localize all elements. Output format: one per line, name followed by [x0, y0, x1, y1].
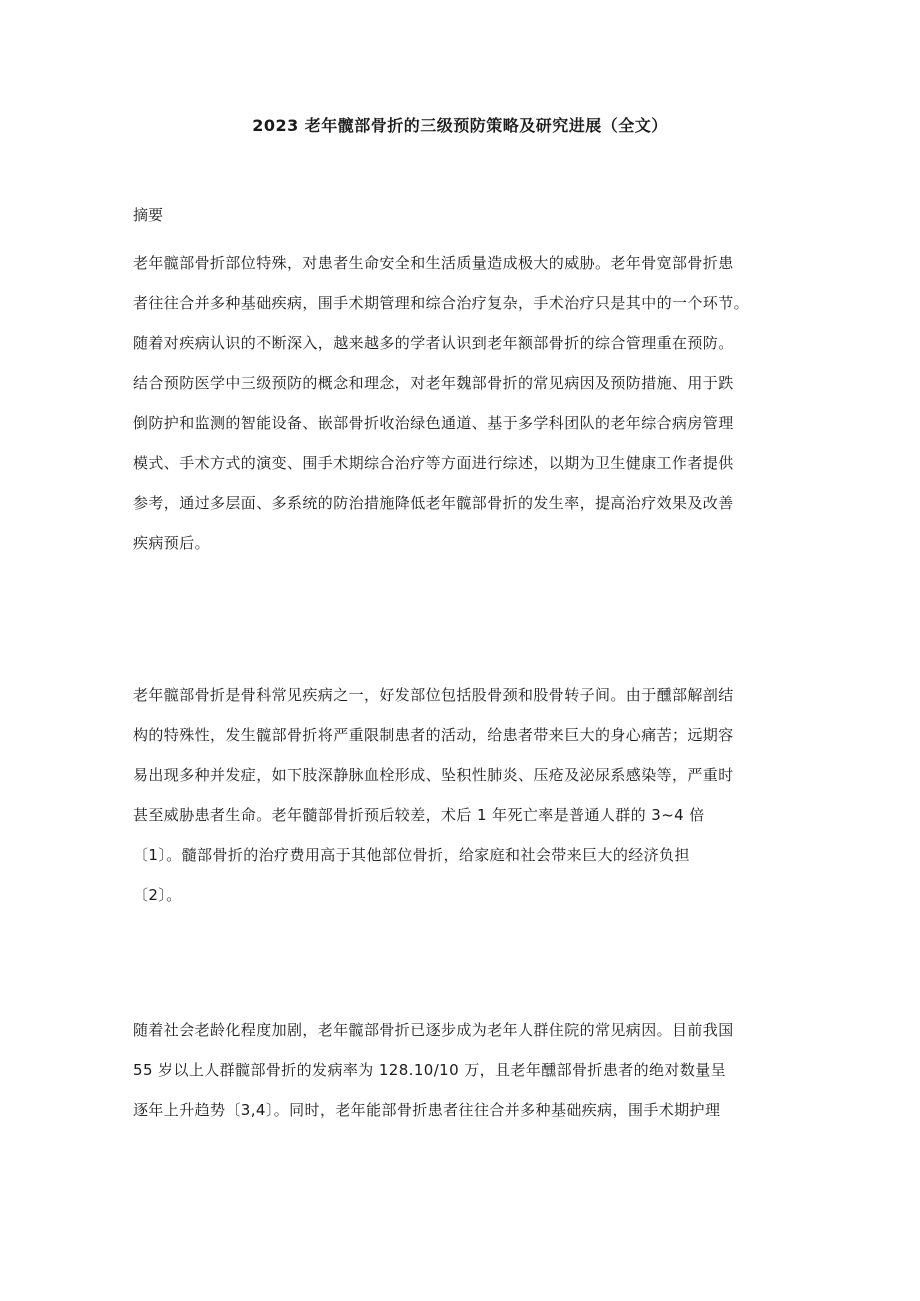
text-line: 甚至威胁患者生命。老年髓部骨折预后较差，术后 1 年死亡率是普通人群的 3~4 倍 [133, 806, 705, 824]
text-line: 〔2〕。 [133, 886, 182, 904]
text-line: 易出现多种并发症，如下肢深静脉血栓形成、坠积性肺炎、压疮及泌尿系感染等，严重时 [133, 766, 734, 784]
text-line: 模式、手术方式的演变、围手术期综合治疗等方面进行综述，以期为卫生健康工作者提供 [133, 454, 734, 472]
text-line: 随着对疾病认识的不断深入，越来越多的学者认识到老年额部骨折的综合管理重在预防。 [133, 334, 734, 352]
text-line: 构的特殊性，发生髋部骨折将严重限制患者的活动，给患者带来巨大的身心痛苦；远期容 [133, 726, 734, 744]
text-line: 疾病预后。 [133, 534, 211, 552]
document-title: 2023 老年髋部骨折的三级预防策略及研究进展（全文） [252, 116, 668, 135]
abstract-paragraph [133, 243, 793, 563]
abstract-heading: 摘要 [133, 206, 164, 224]
text-line: 逐年上升趋势〔3,4〕。同时，老年能部骨折患者往往合并多种基础疾病，围手术期护理 [133, 1101, 721, 1119]
text-line: 老年髋部骨折部位特殊，对患者生命安全和生活质量造成极大的威胁。老年骨宽部骨折患 [133, 254, 734, 272]
text-line: 〔1〕。髓部骨折的治疗费用高于其他部位骨折，给家庭和社会带来巨大的经济负担 [133, 846, 690, 864]
text-line: 老年髋部骨折是骨科常见疾病之一，好发部位包括股骨颈和股骨转子间。由于醺部解剖结 [133, 686, 734, 704]
text-line: 随着社会老龄化程度加剧，老年髋部骨折已逐步成为老年人群住院的常见病因。目前我国 [133, 1021, 734, 1039]
text-line: 参考，通过多层面、多系统的防治措施降低老年髋部骨折的发生率，提高治疗效果及改善 [133, 494, 734, 512]
text-line: 者往往合并多种基础疾病，围手术期管理和综合治疗复杂，手术治疗只是其中的一个环节。 [133, 294, 750, 312]
body-paragraph-1 [133, 675, 793, 915]
body-paragraph-2 [133, 1010, 793, 1130]
text-line: 结合预防医学中三级预防的概念和理念，对老年魏部骨折的常见病因及预防措施、用于跌 [133, 374, 734, 392]
text-line: 倒防护和监测的智能设备、嵌部骨折收治绿色通道、基于多学科团队的老年综合病房管理 [133, 414, 734, 432]
text-line: 55 岁以上人群髋部骨折的发病率为 128.10/10 万，且老年醺部骨折患者的绝对数量呈 [133, 1061, 727, 1079]
